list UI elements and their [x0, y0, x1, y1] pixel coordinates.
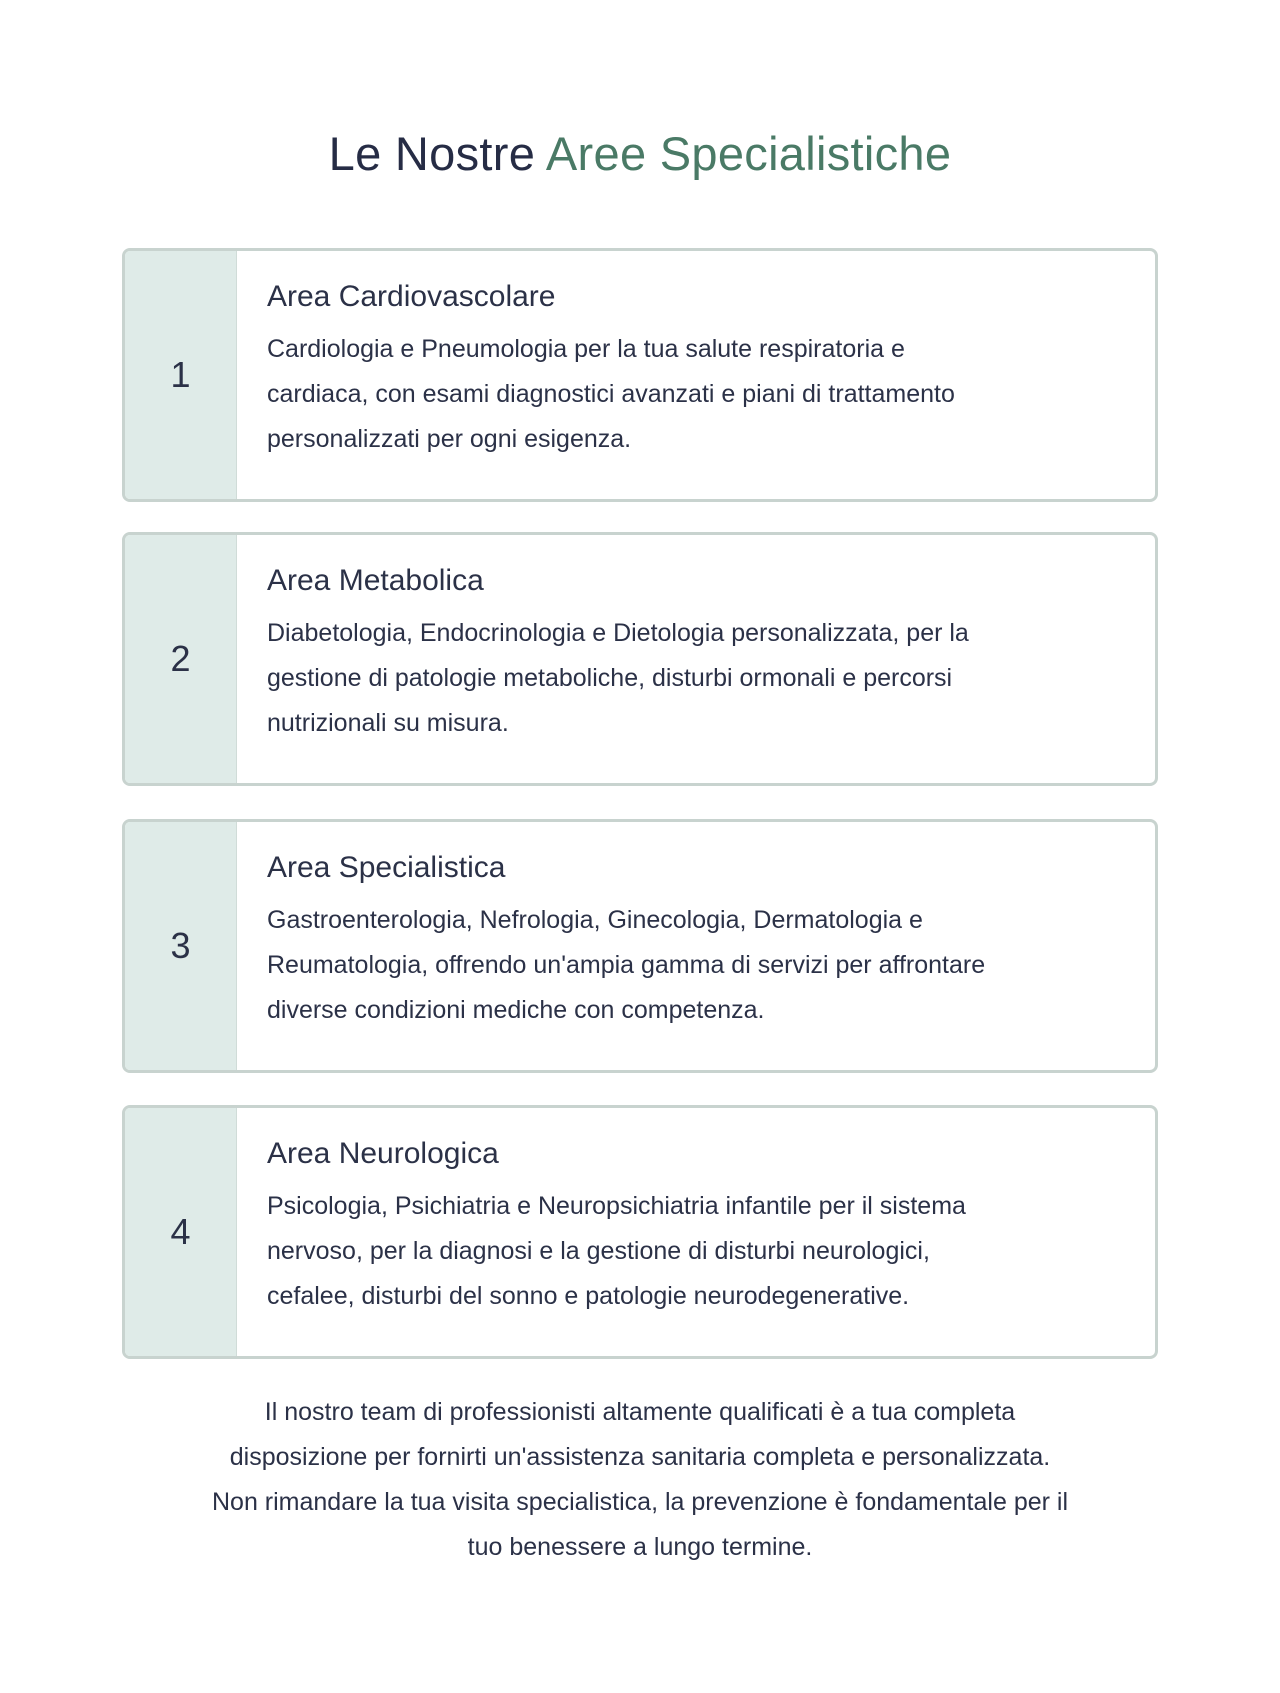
- footer-line: disposizione per fornirti un'assistenza sanitaria completa e personalizzata.: [229, 1443, 1051, 1471]
- card-number: 4: [125, 1108, 237, 1356]
- desc-line: Psicologia, Psichiatria e Neuropsichiatria infantile per il sistema: [267, 1192, 966, 1220]
- card-number: 3: [125, 822, 237, 1070]
- footer-paragraph: [100, 1390, 1180, 1570]
- card-number: 1: [125, 251, 237, 499]
- footer-line: Il nostro team di professionisti altamente qualificati è a tua completa: [264, 1398, 1016, 1426]
- card-description: [267, 327, 1145, 462]
- desc-line: cefalee, disturbi del sonno e patologie neurodegenerative.: [267, 1282, 910, 1310]
- desc-line: diverse condizioni mediche con competenza.: [267, 996, 765, 1024]
- specialty-card-1: [122, 248, 1158, 502]
- card-description: [267, 1184, 1145, 1319]
- specialty-card-2: [122, 532, 1158, 786]
- card-heading: Area Specialistica: [267, 851, 506, 884]
- desc-line: cardiaca, con esami diagnostici avanzati e piani di trattamento: [267, 380, 955, 408]
- desc-line: Gastroenterologia, Nefrologia, Ginecologia, Dermatologia e: [267, 906, 923, 934]
- specialty-card-4: [122, 1105, 1158, 1359]
- card-heading: Area Neurologica: [267, 1137, 499, 1170]
- page-title: [0, 122, 1280, 186]
- title-part-2-accent: Aree Specialistiche: [545, 127, 952, 180]
- card-number: 2: [125, 535, 237, 783]
- footer-line: Non rimandare la tua visita specialistica, la prevenzione è fondamentale per il: [211, 1488, 1069, 1516]
- specialty-card-3: [122, 819, 1158, 1073]
- card-description: [267, 898, 1145, 1033]
- desc-line: personalizzati per ogni esigenza.: [267, 425, 632, 453]
- desc-line: Cardiologia e Pneumologia per la tua salute respiratoria e: [267, 335, 905, 363]
- footer-line: tuo benessere a lungo termine.: [467, 1533, 813, 1561]
- card-heading: Area Cardiovascolare: [267, 280, 556, 313]
- title-part-1: Le Nostre: [328, 127, 536, 180]
- desc-line: Reumatologia, offrendo un'ampia gamma di servizi per affrontare: [267, 951, 986, 979]
- desc-line: nutrizionali su misura.: [267, 709, 509, 737]
- desc-line: Diabetologia, Endocrinologia e Dietologia personalizzata, per la: [267, 619, 969, 647]
- card-heading: Area Metabolica: [267, 564, 484, 597]
- desc-line: nervoso, per la diagnosi e la gestione di disturbi neurologici,: [267, 1237, 930, 1265]
- desc-line: gestione di patologie metaboliche, disturbi ormonali e percorsi: [267, 664, 953, 692]
- card-description: [267, 611, 1145, 746]
